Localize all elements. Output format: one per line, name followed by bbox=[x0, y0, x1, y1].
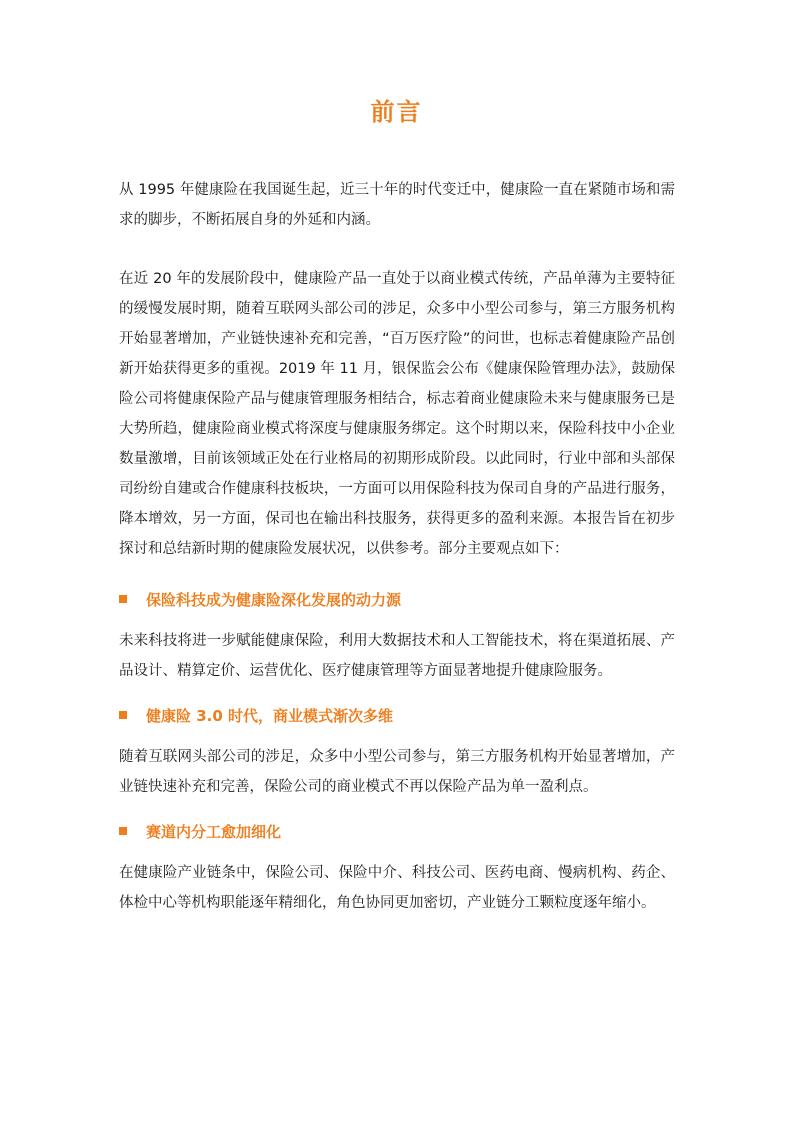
page-title: 前言 bbox=[370, 98, 423, 126]
section-heading-text: 赛道内分工愈加细化 bbox=[146, 822, 282, 841]
square-bullet-icon bbox=[119, 827, 127, 835]
section-body-3: 在健康险产业链条中，保险公司、保险中介、科技公司、医药电商、慢病机构、药企、体检中心等机构职能逐年精细化，角色协同更加密切，产业链分工颗粒度逐年缩小。 bbox=[119, 865, 675, 911]
section-heading-2 bbox=[119, 700, 675, 730]
square-bullet-icon bbox=[119, 595, 127, 603]
intro-paragraph-2: 在近 20 年的发展阶段中，健康险产品一直处于以商业模式传统，产品单薄为主要特征的缓慢发展时期，随着互联网头部公司的涉足，众多中小型公司参与，第三方服务机构开始显著增加，产业链快速补充和完善，“百万医疗险”的问世，也标志着健康险产品创新开始获得更多的重视。2019 年 11 月，银保监会公布《健康保险管理办法》，鼓励保险公司将健康保险产品与健康管理服务相结合，标志着商业健康险未来与健康服务已是大势所趋，健康险商业模式将深度与健康服务绑定。这个时期以来，保险科技中小企业数量激增，目前该领域正处在行业格局的初期形成阶段。以此同时，行业中部和头部保司纷纷自建或合作健康科技板块，一方面可以用保险科技为保司自身的产品进行服务，降本增效，另一方面，保司也在输出科技服务，获得更多的盈利来源。本报告旨在初步探讨和总结新时期的健康险发展状况，以供参考。部分主要观点如下： bbox=[119, 271, 675, 557]
section-body-1: 未来科技将进一步赋能健康保险，利用大数据技术和人工智能技术，将在渠道拓展、产品设计、精算定价、运营优化、医疗健康管理等方面显著地提升健康险服务。 bbox=[119, 633, 675, 679]
section-heading-text: 保险科技成为健康险深化发展的动力源 bbox=[146, 590, 402, 609]
intro-paragraph-1: 从 1995 年健康险在我国诞生起，近三十年的时代变迁中，健康险一直在紧随市场和需求的脚步，不断拓展自身的外延和内涵。 bbox=[119, 182, 675, 228]
page-content bbox=[119, 175, 675, 918]
square-bullet-icon bbox=[119, 711, 127, 719]
section-heading-1 bbox=[119, 584, 675, 614]
section-heading-3 bbox=[119, 816, 675, 846]
section-heading-text: 健康险 3.0 时代，商业模式渐次多维 bbox=[146, 706, 394, 725]
section-body-2: 随着互联网头部公司的涉足，众多中小型公司参与，第三方服务机构开始显著增加，产业链快速补充和完善，保险公司的商业模式不再以保险产品为单一盈利点。 bbox=[119, 749, 675, 795]
